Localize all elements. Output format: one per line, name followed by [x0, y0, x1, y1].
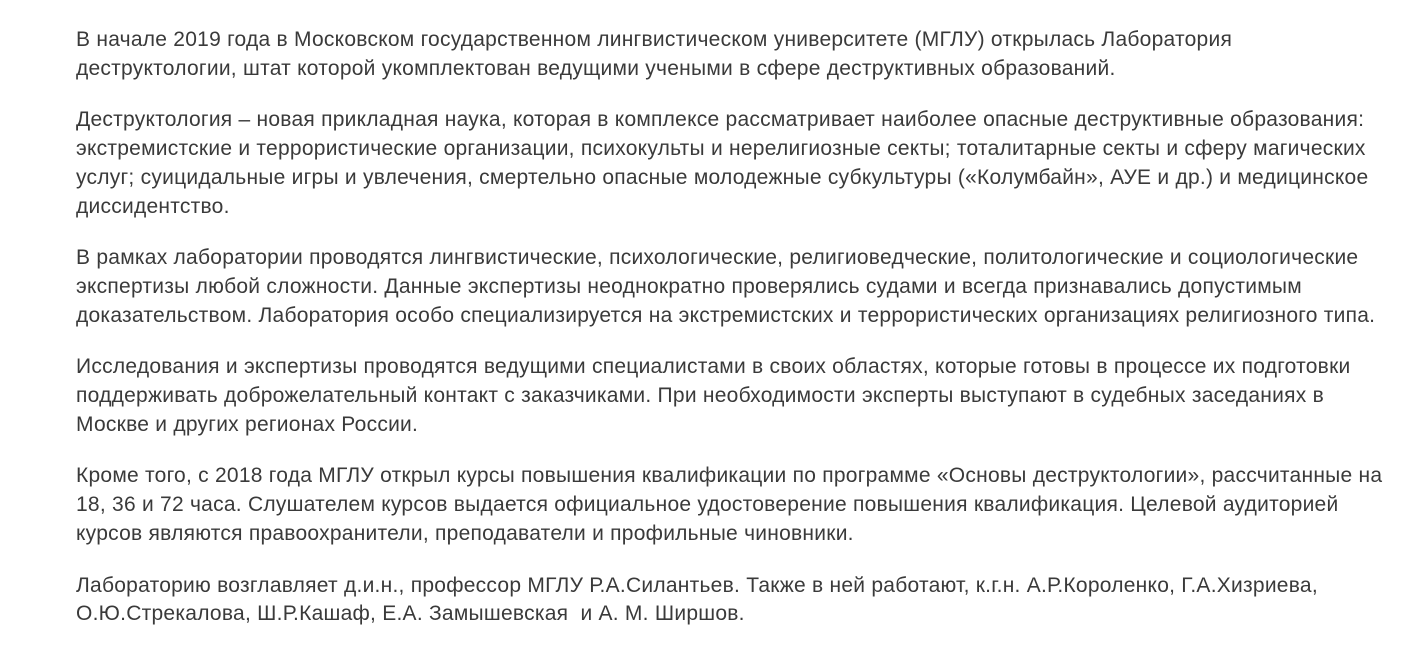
article-body — [76, 26, 1396, 629]
paragraph-expertise-types: В рамках лаборатории проводятся лингвистические, психологические, религиоведческие, политологические и социологические экспертизы любой сложности. Данные экспертизы неоднократно проверялись судами и всегда признавались допустимым доказательством. Лаборатория особо специализируется на экстремистских и террористических организациях религиозного типа. — [76, 246, 1376, 327]
paragraph-staff: Лабораторию возглавляет д.и.н., профессор МГЛУ Р.А.Силантьев. Также в ней работают, к.г.н. А.Р.Короленко, Г.А.Хизриева, О.Ю.Стрекалова, Ш.Р.Кашаф, Е.А. Замышевская и А. М. Ширшов. — [76, 573, 1331, 626]
paragraph-lab-opening: В начале 2019 года в Московском государственном лингвистическом университете (МГЛУ) открылась Лаборатория деструктологии, штат которой укомплектован ведущими учеными в сфере деструктивных образований. — [76, 28, 1239, 80]
paragraph-courses: Кроме того, с 2018 года МГЛУ открыл курсы повышения квалификации по программе «Основы деструктологии», рассчитанные на 18, 36 и 72 часа. Слушателем курсов выдается официальное удостоверение повышения квалификация. Целевой аудиторией курсов являются правоохранители, преподаватели и профильные чиновники. — [76, 464, 1389, 545]
paragraph-specialists: Исследования и экспертизы проводятся ведущими специалистами в своих областях, которые готовы в процессе их подготовки поддерживать доброжелательный контакт с заказчиками. При необходимости эксперты выступают в судебных заседаниях в Москве и других регионах России. — [76, 355, 1357, 436]
paragraph-destructology-definition: Деструктология – новая прикладная наука, которая в комплексе рассматривает наиболее опасные деструктивные образования: экстремистские и террористические организации, психокульты и нерелигиозные секты; тоталитарные секты и сферу магических услуг; суицидальные игры и увлечения, смертельно опасные молодежные субкультуры («Колумбайн», АУЕ и др.) и медицинское диссидентство. — [76, 108, 1375, 218]
